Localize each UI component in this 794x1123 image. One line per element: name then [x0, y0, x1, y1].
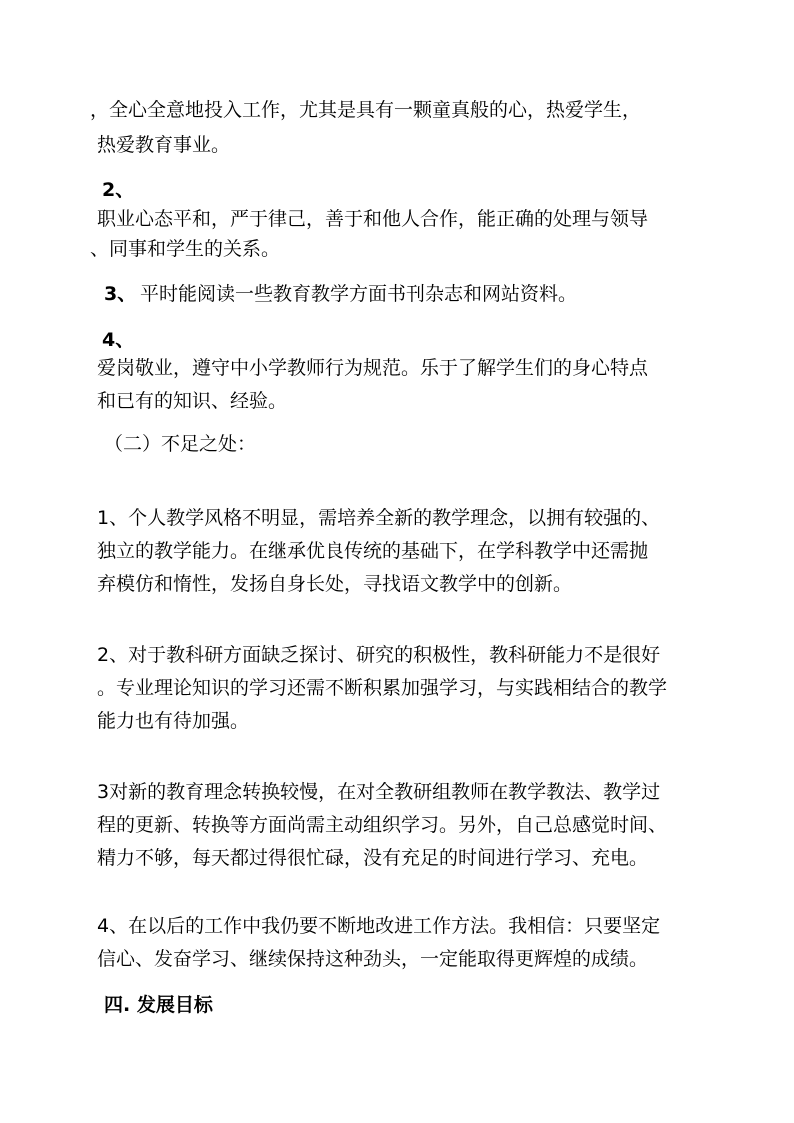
item-2-line-2: 、同事和学生的关系。	[90, 238, 281, 260]
shortcoming-3-line-1: 3对新的教育理念转换较慢，在对全教研组教师在教学教法、教学过	[97, 781, 661, 803]
shortcoming-2-line-2: 。专业理论知识的学习还需不断积累加强学习，与实践相结合的教学	[97, 677, 668, 699]
section-shortcomings-title: （二）不足之处：	[104, 433, 257, 455]
shortcoming-1-line-2: 独立的教学能力。在继承优良传统的基础下，在学科教学中还需抛	[97, 540, 649, 562]
shortcoming-3-line-3: 精力不够，每天都过得很忙碌，没有充足的时间进行学习、充电。	[97, 847, 649, 869]
intro-line-2: 热爱教育事业。	[97, 134, 231, 156]
item-4-number: 4、	[102, 329, 135, 351]
shortcoming-2-line-1: 2、对于教科研方面缺乏探讨、研究的积极性，教科研能力不是很好	[97, 644, 661, 666]
intro-line-1: ，全心全意地投入工作，尤其是具有一颗童真般的心，热爱学生，	[90, 99, 642, 121]
item-4-line-1: 爱岗敬业，遵守中小学教师行为规范。乐于了解学生们的身心特点	[97, 357, 649, 379]
shortcoming-4-line-1: 4、在以后的工作中我仍要不断地改进工作方法。我相信：只要坚定	[97, 915, 661, 937]
item-3-number: 3、	[104, 283, 137, 305]
shortcoming-3-line-2: 程的更新、转换等方面尚需主动组织学习。另外，自己总感觉时间、	[97, 814, 668, 836]
item-3-text: 平时能阅读一些教育教学方面书刊杂志和网站资料。	[140, 283, 578, 305]
item-2-line-1: 职业心态平和，严于律己，善于和他人合作，能正确的处理与领导	[97, 208, 649, 230]
shortcoming-1-line-3: 弃模仿和惰性，发扬自身长处，寻找语文教学中的创新。	[97, 573, 573, 595]
shortcoming-4-line-2: 信心、发奋学习、继续保持这种劲头，一定能取得更辉煌的成绩。	[97, 948, 649, 970]
shortcoming-1-line-1: 1、个人教学风格不明显，需培养全新的教学理念，以拥有较强的、	[97, 507, 661, 529]
shortcoming-2-line-3: 能力也有待加强。	[97, 710, 250, 732]
section-goals-title: 四. 发展目标	[104, 994, 213, 1016]
item-4-line-2: 和已有的知识、经验。	[97, 390, 288, 412]
item-2-number: 2、	[102, 179, 135, 201]
